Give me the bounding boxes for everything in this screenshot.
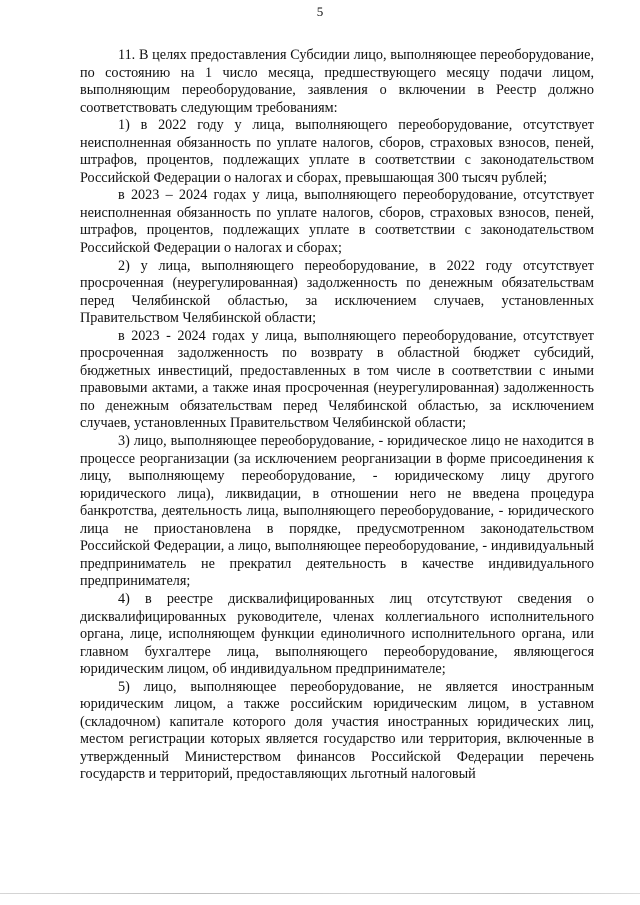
paragraph-item-1-2023-2024: в 2023 – 2024 годах у лица, выполняющего переоборудование, отсутствует неисполненная обязанность по уплате налогов, сборов, страховых взносов, пеней, штрафов, процентов, подлежащих уплате в соответствии с законодательством Российской Федерации о налогах и сборах; [80,187,594,257]
paragraph-item-2-2022: 2) у лица, выполняющего переоборудование, в 2022 году отсутствует просроченная (неурегулированная) задолженность по денежным обязательствам перед Челябинской областью, за исключением случаев, установленных Правительством Челябинской области; [80,257,594,327]
paragraph-item-5: 5) лицо, выполняющее переоборудование, не является иностранным юридическим лицом, а также российским юридическим лицом, в уставном (складочном) капитале которого доля участия иностранных юридических лиц, местом регистрации которых является государство или территория, включенные в утвержденный Министерством финансов Российской Федерации перечень государств и территорий, предоставляющих льготный налоговый [80,678,594,783]
paragraph-item-3: 3) лицо, выполняющее переоборудование, - юридическое лицо не находится в процессе реорганизации (за исключением реорганизации в форме присоединения к лицу, выполняющему переоборудование, - юридическому лицу другого юридического лица), ликвидации, в отношении него не введена процедура банкротства, деятельность лица, выполняющего переоборудование, - юридического лица не приостановлена в порядке, предусмотренном законодательством Российской Федерации, а лицо, выполняющее переоборудование, - индивидуальный предприниматель не прекратил деятельность в качестве индивидуального предпринимателя; [80,433,594,590]
paragraph-item-2-2023-2024: в 2023 - 2024 годах у лица, выполняющего переоборудование, отсутствует просроченная задолженность по возврату в областной бюджет субсидий, бюджетных инвестиций, предоставленных в том числе в соответствии с иными правовыми актами, а также иная просроченная (неурегулированная) задолженность по денежным обязательствам перед Челябинской областью, за исключением случаев, установленных Правительством Челябинской области; [80,327,594,432]
scan-edge-line [0,893,640,894]
paragraph-item-4: 4) в реестре дисквалифицированных лиц отсутствуют сведения о дисквалифицированных руководителе, членах коллегиального исполнительного органа, лице, исполняющем функции единоличного исполнительного органа, или главном бухгалтере лица, выполняющего переоборудование, являющегося юридическим лицом, об индивидуальном предпринимателе; [80,590,594,678]
paragraph-11-intro: 11. В целях предоставления Субсидии лицо, выполняющее переоборудование, по состоянию на 1 число месяца, предшествующего месяцу подачи лицом, выполняющим переоборудование, заявления о включении в Реестр должно соответствовать следующим требованиям: [80,47,594,116]
paragraph-item-1-2022: 1) в 2022 году у лица, выполняющего переоборудование, отсутствует неисполненная обязанность по уплате налогов, сборов, страховых взносов, пеней, штрафов, процентов, подлежащих уплате в соответствии с законодательством Российской Федерации о налогах и сборах, превышающая 300 тысяч рублей; [80,117,594,186]
page-number: 5 [316,4,324,19]
document-body [80,47,594,784]
